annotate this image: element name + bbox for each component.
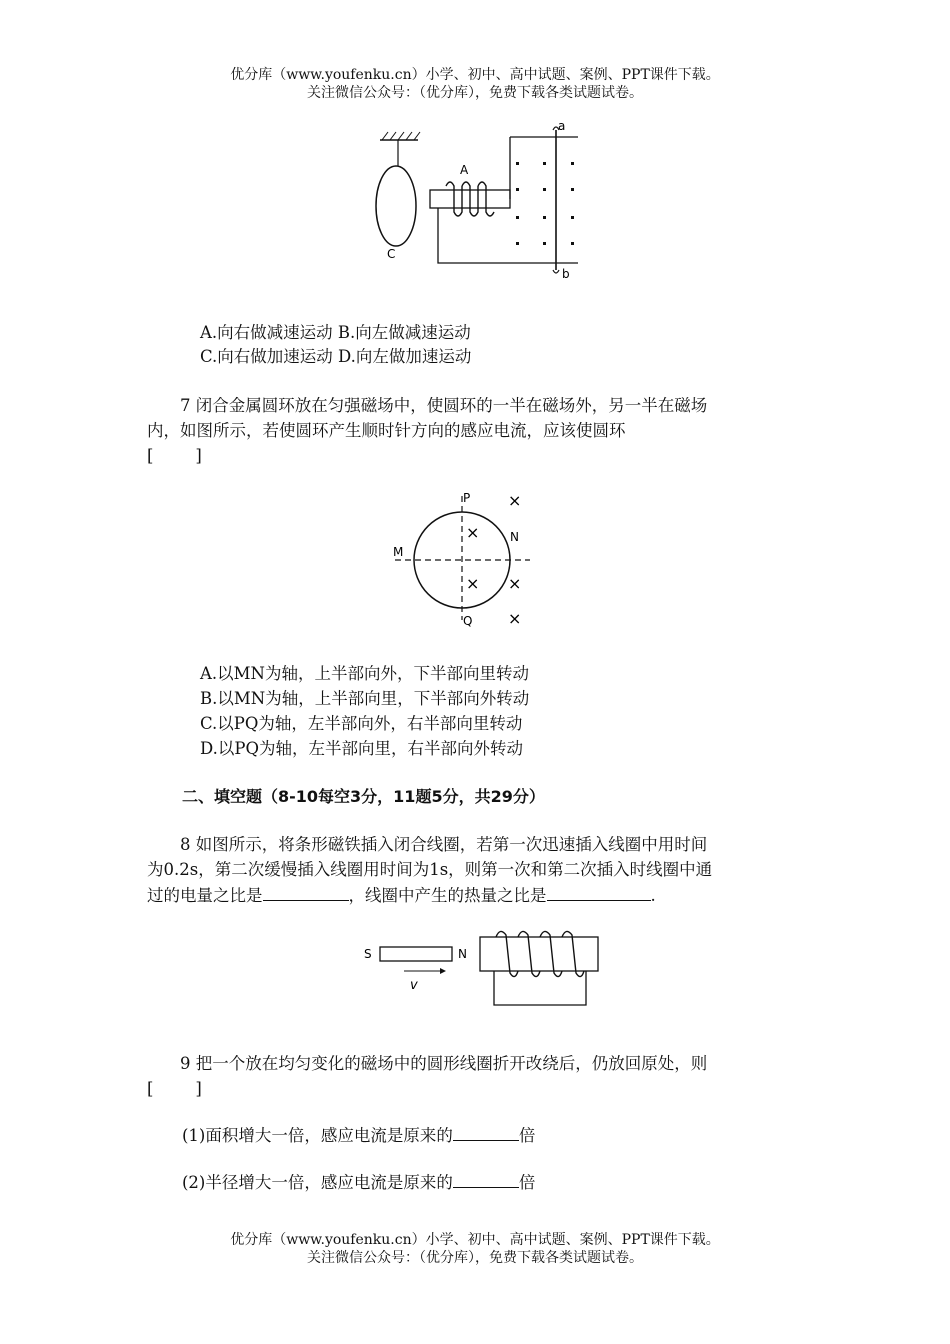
field-dots xyxy=(516,162,574,245)
label-a-rod: a xyxy=(558,119,566,133)
q9-bracket: [ ] xyxy=(147,1079,202,1098)
page-header xyxy=(0,66,950,102)
q7-option-b: B.以MN为轴，上半部向里，下半部向外转动 xyxy=(200,689,530,708)
header-line-1: 优分库（www.youfenku.cn）小学、初中、高中试题、案例、PPT课件下载。 xyxy=(230,67,720,83)
label-c: C xyxy=(387,247,396,261)
label-n: N xyxy=(510,530,519,544)
section-2-title: 二、填空题（8-10每空3分，11题5分，共29分） xyxy=(182,787,545,806)
header-line-2: 关注微信公众号：（优分库），免费下载各类试题试卷。 xyxy=(307,85,643,101)
label-m: M xyxy=(393,545,404,559)
label-n-magnet: N xyxy=(458,947,467,961)
q8-charge-ratio-blank[interactable] xyxy=(263,884,349,901)
q7-figure xyxy=(390,488,535,630)
q6-figure xyxy=(370,118,590,288)
page-footer xyxy=(0,1231,950,1267)
q8-stem-line-1: 8 如图所示，将条形磁铁插入闭合线圈，若第一次迅速插入线圈中用时间 xyxy=(180,835,708,854)
q8-figure xyxy=(360,925,605,1010)
q9-sub1-unit: 倍 xyxy=(518,1126,536,1145)
q7-option-c: C.以PQ为轴，左半部向外，右半部向里转动 xyxy=(200,714,523,733)
q9-sub2-unit: 倍 xyxy=(518,1173,536,1192)
q8-text-b: ，线圈中产生的热量之比是 xyxy=(348,886,547,905)
q7-stem-line-1: 7 闭合金属圆环放在匀强磁场中，使圆环的一半在磁场外，另一半在磁场 xyxy=(180,396,708,415)
label-v: v xyxy=(410,978,418,993)
q9-sub1-blank[interactable] xyxy=(453,1124,519,1141)
q7-option-a: A.以MN为轴，上半部向外，下半部向里转动 xyxy=(200,664,529,683)
cross-4: × xyxy=(508,574,522,593)
q8-text-a: 过的电量之比是 xyxy=(147,886,263,905)
q9-sub2-text: (2)半径增大一倍，感应电流是原来的 xyxy=(182,1173,453,1192)
label-b-rod: b xyxy=(562,267,570,281)
q9-sub1-text: (1)面积增大一倍，感应电流是原来的 xyxy=(182,1126,453,1145)
q6-options-line-1: A.向右做减速运动 B.向左做减速运动 xyxy=(200,323,471,342)
q8-stem-line-3 xyxy=(147,884,656,907)
q7-bracket: [ ] xyxy=(147,446,202,465)
footer-line-1: 优分库（www.youfenku.cn）小学、初中、高中试题、案例、PPT课件下载。 xyxy=(230,1232,720,1248)
footer-line-2: 关注微信公众号：（优分库），免费下载各类试题试卷。 xyxy=(307,1250,643,1266)
cross-5: × xyxy=(508,609,522,628)
q6-options-line-2: C.向右做加速运动 D.向左做加速运动 xyxy=(200,347,472,366)
q8-heat-ratio-blank[interactable] xyxy=(547,884,651,901)
label-a-upper: A xyxy=(460,163,469,177)
label-q: Q xyxy=(463,614,473,628)
q8-text-c: . xyxy=(650,886,656,905)
q9-stem-line-1: 9 把一个放在均匀变化的磁场中的圆形线圈折开改绕后，仍放回原处，则 xyxy=(180,1054,708,1073)
q7-option-d: D.以PQ为轴，左半部向里，右半部向外转动 xyxy=(200,739,524,758)
bar-magnet xyxy=(380,947,452,961)
ring-c xyxy=(376,166,416,246)
q9-sub-1 xyxy=(182,1124,535,1147)
q9-sub2-blank[interactable] xyxy=(453,1171,519,1188)
cross-3: × xyxy=(466,574,480,593)
cross-2: × xyxy=(466,523,480,542)
q7-stem-line-2: 内，如图所示，若使圆环产生顺时针方向的感应电流，应该使圆环 xyxy=(147,421,626,440)
label-s: S xyxy=(364,947,372,961)
q9-sub-2 xyxy=(182,1171,535,1194)
coil-core xyxy=(480,937,598,971)
q8-stem-line-2: 为0.2s，第二次缓慢插入线圈用时间为1s，则第一次和第二次插入时线圈中通 xyxy=(147,860,713,879)
label-p: P xyxy=(463,491,471,505)
cross-1: × xyxy=(508,491,522,510)
